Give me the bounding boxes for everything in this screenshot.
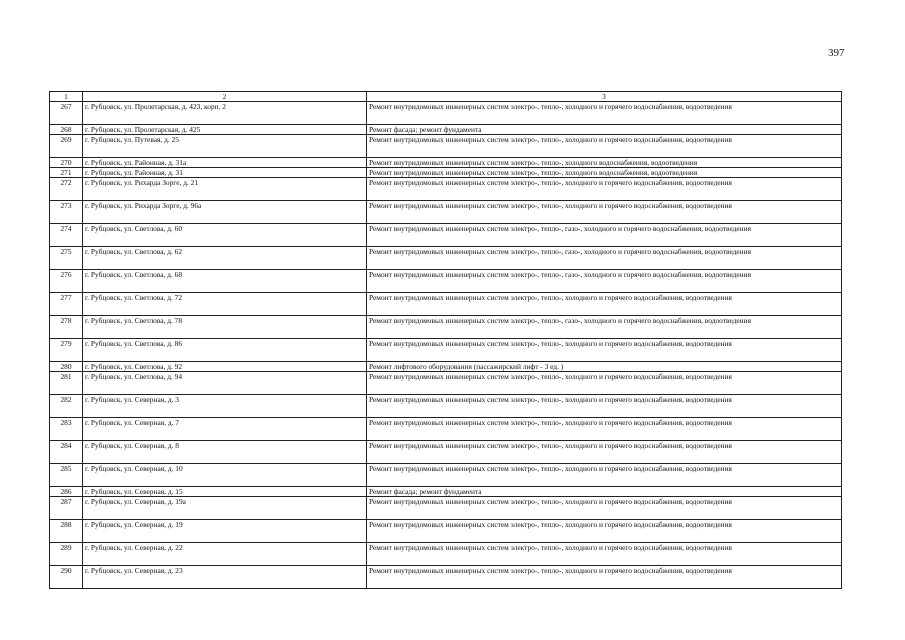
row-address: г. Рубцовск, ул. Светлова, д. 78	[83, 316, 367, 339]
row-work-type: Ремонт внутридомовых инженерных систем электро-, тепло-, холодного и горячего водоснабжения, водоотведения	[367, 293, 842, 316]
row-work-type: Ремонт внутридомовых инженерных систем электро-, тепло-, холодного водоснабжения, водоотведения	[367, 158, 842, 168]
row-number: 272	[50, 178, 83, 201]
row-number: 284	[50, 441, 83, 464]
row-number: 280	[50, 362, 83, 372]
row-address: г. Рубцовск, ул. Светлова, д. 72	[83, 293, 367, 316]
page-number: 397	[828, 47, 845, 59]
row-work-type: Ремонт внутридомовых инженерных систем электро-, тепло-, холодного и горячего водоснабжения, водоотведения	[367, 372, 842, 395]
row-work-type: Ремонт внутридомовых инженерных систем электро-, тепло-, холодного водоснабжения, водоотведения	[367, 168, 842, 178]
table-row	[50, 395, 842, 418]
row-work-type: Ремонт внутридомовых инженерных систем электро-, тепло-, газо-, холодного и горячего водоснабжения, водоотведения	[367, 316, 842, 339]
row-number: 285	[50, 464, 83, 487]
table-row	[50, 497, 842, 520]
row-work-type: Ремонт внутридомовых инженерных систем электро-, тепло-, холодного и горячего водоснабжения, водоотведения	[367, 135, 842, 158]
row-number: 287	[50, 497, 83, 520]
row-address: г. Рубцовск, ул. Северная, д. 7	[83, 418, 367, 441]
row-number: 273	[50, 201, 83, 224]
row-number: 274	[50, 224, 83, 247]
table-row	[50, 339, 842, 362]
row-address: г. Рубцовск, ул. Рихарда Зорге, д. 21	[83, 178, 367, 201]
row-address: г. Рубцовск, ул. Светлова, д. 60	[83, 224, 367, 247]
table-row	[50, 487, 842, 497]
table-row	[50, 316, 842, 339]
row-number: 269	[50, 135, 83, 158]
row-address: г. Рубцовск, ул. Северная, д. 22	[83, 543, 367, 566]
row-address: г. Рубцовск, ул. Рихарда Зорге, д. 96а	[83, 201, 367, 224]
row-work-type: Ремонт внутридомовых инженерных систем электро-, тепло-, холодного и горячего водоснабжения, водоотведения	[367, 566, 842, 589]
row-number: 283	[50, 418, 83, 441]
table-row	[50, 566, 842, 589]
row-work-type: Ремонт внутридомовых инженерных систем электро-, тепло-, холодного и горячего водоснабжения, водоотведения	[367, 520, 842, 543]
row-work-type: Ремонт внутридомовых инженерных систем электро-, тепло-, холодного и горячего водоснабжения, водоотведения	[367, 464, 842, 487]
row-number: 289	[50, 543, 83, 566]
table-row	[50, 247, 842, 270]
row-address: г. Рубцовск, ул. Районная, д. 31	[83, 168, 367, 178]
table-row	[50, 201, 842, 224]
table-row	[50, 362, 842, 372]
row-work-type: Ремонт внутридомовых инженерных систем электро-, тепло-, холодного и горячего водоснабжения, водоотведения	[367, 339, 842, 362]
row-number: 277	[50, 293, 83, 316]
table-row	[50, 102, 842, 125]
row-work-type: Ремонт внутридомовых инженерных систем электро-, тепло-, холодного и горячего водоснабжения, водоотведения	[367, 201, 842, 224]
header-col-2: 2	[83, 92, 367, 102]
row-work-type: Ремонт внутридомовых инженерных систем электро-, тепло-, холодного и горячего водоснабжения, водоотведения	[367, 497, 842, 520]
table-row	[50, 520, 842, 543]
row-number: 279	[50, 339, 83, 362]
row-work-type: Ремонт внутридомовых инженерных систем электро-, тепло-, холодного и горячего водоснабжения, водоотведения	[367, 543, 842, 566]
row-number: 290	[50, 566, 83, 589]
table-row	[50, 158, 842, 168]
row-number: 281	[50, 372, 83, 395]
row-address: г. Рубцовск, ул. Северная, д. 23	[83, 566, 367, 589]
row-number: 276	[50, 270, 83, 293]
table-row	[50, 372, 842, 395]
row-address: г. Рубцовск, ул. Светлова, д. 86	[83, 339, 367, 362]
row-number: 270	[50, 158, 83, 168]
header-col-1: 1	[50, 92, 83, 102]
table-row	[50, 125, 842, 135]
row-address: г. Рубцовск, ул. Светлова, д. 68	[83, 270, 367, 293]
table-row	[50, 464, 842, 487]
row-address: г. Рубцовск, ул. Пролетарская, д. 423, корп. 2	[83, 102, 367, 125]
row-address: г. Рубцовск, ул. Северная, д. 19а	[83, 497, 367, 520]
table-body	[50, 92, 842, 589]
row-number: 278	[50, 316, 83, 339]
row-address: г. Рубцовск, ул. Светлова, д. 92	[83, 362, 367, 372]
table-row	[50, 135, 842, 158]
row-work-type: Ремонт внутридомовых инженерных систем электро-, тепло-, газо-, холодного и горячего водоснабжения, водоотведения	[367, 270, 842, 293]
row-work-type: Ремонт фасада; ремонт фундамента	[367, 487, 842, 497]
table-row	[50, 293, 842, 316]
table-header-row	[50, 92, 842, 102]
row-address: г. Рубцовск, ул. Светлова, д. 94	[83, 372, 367, 395]
row-work-type: Ремонт внутридомовых инженерных систем электро-, тепло-, холодного и горячего водоснабжения, водоотведения	[367, 441, 842, 464]
repair-list-table	[49, 91, 842, 589]
row-address: г. Рубцовск, ул. Районная, д. 31а	[83, 158, 367, 168]
header-col-3: 3	[367, 92, 842, 102]
row-address: г. Рубцовск, ул. Северная, д. 8	[83, 441, 367, 464]
table-row	[50, 178, 842, 201]
row-address: г. Рубцовск, ул. Путевая, д. 25	[83, 135, 367, 158]
table-row	[50, 418, 842, 441]
row-work-type: Ремонт внутридомовых инженерных систем электро-, тепло-, газо-, холодного и горячего водоснабжения, водоотведения	[367, 224, 842, 247]
row-address: г. Рубцовск, ул. Северная, д. 19	[83, 520, 367, 543]
row-work-type: Ремонт лифтового оборудования (пассажирский лифт - 3 ед. )	[367, 362, 842, 372]
row-work-type: Ремонт внутридомовых инженерных систем электро-, тепло-, холодного и горячего водоснабжения, водоотведения	[367, 395, 842, 418]
row-address: г. Рубцовск, ул. Северная, д. 15	[83, 487, 367, 497]
row-address: г. Рубцовск, ул. Северная, д. 10	[83, 464, 367, 487]
row-work-type: Ремонт внутридомовых инженерных систем электро-, тепло-, холодного и горячего водоснабжения, водоотведения	[367, 418, 842, 441]
row-number: 268	[50, 125, 83, 135]
table-row	[50, 441, 842, 464]
row-number: 282	[50, 395, 83, 418]
row-address: г. Рубцовск, ул. Северная, д. 3	[83, 395, 367, 418]
table-row	[50, 224, 842, 247]
row-work-type: Ремонт внутридомовых инженерных систем электро-, тепло-, холодного и горячего водоснабжения, водоотведения	[367, 102, 842, 125]
table-row	[50, 270, 842, 293]
row-work-type: Ремонт фасада; ремонт фундамента	[367, 125, 842, 135]
row-number: 271	[50, 168, 83, 178]
table-row	[50, 543, 842, 566]
table-row	[50, 168, 842, 178]
row-address: г. Рубцовск, ул. Пролетарская, д. 425	[83, 125, 367, 135]
row-work-type: Ремонт внутридомовых инженерных систем электро-, тепло-, газо-, холодного и горячего водоснабжения, водоотведения	[367, 247, 842, 270]
row-number: 286	[50, 487, 83, 497]
row-number: 275	[50, 247, 83, 270]
row-work-type: Ремонт внутридомовых инженерных систем электро-, тепло-, холодного и горячего водоснабжения, водоотведения	[367, 178, 842, 201]
row-address: г. Рубцовск, ул. Светлова, д. 62	[83, 247, 367, 270]
row-number: 267	[50, 102, 83, 125]
row-number: 288	[50, 520, 83, 543]
